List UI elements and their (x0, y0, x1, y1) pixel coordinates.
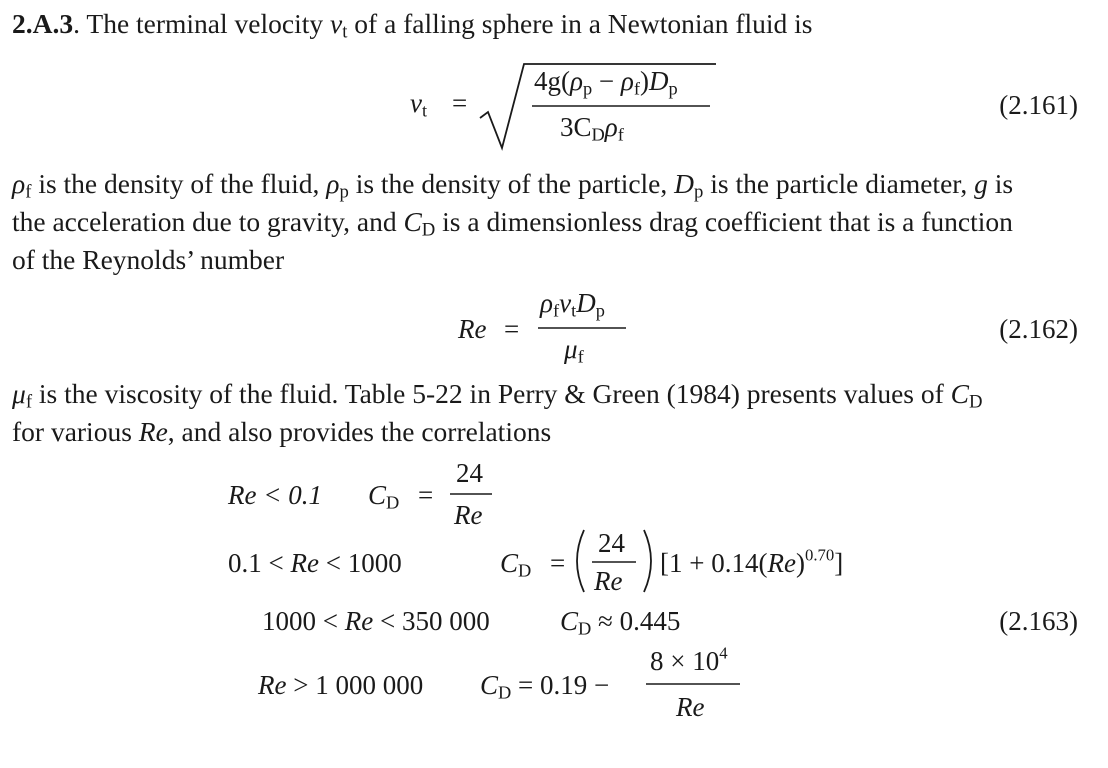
fraction-bar-icon (646, 682, 742, 686)
problem-number: 2.A.3 (12, 8, 74, 39)
paragraph-2-line-2: for various Re, and also provides the correlations (12, 416, 552, 447)
problem-statement: 2.A.3. The terminal velocity $v_t$ of a falling sphere in a Newtonian fluid is (12, 8, 813, 43)
fraction-bar-icon (450, 492, 494, 496)
equation-number-2-161: (2.161) (999, 90, 1078, 120)
equation-number-2-163: (2.163) (999, 606, 1078, 636)
eq-2-162-denominator: $\mu_f$ (564, 334, 584, 367)
paragraph-1-line-2: the acceleration due to gravity, and $C_D$ is a dimensionless drag coefficient that is a function (12, 206, 1013, 241)
paragraph-1-line-3: of the Reynolds’ number (12, 244, 285, 275)
paragraph-1-line-1: $\rho_f$ is the density of the fluid, $\rho_p$ is the density of the particle, $D_p$ is the particle diameter, g is (12, 168, 1014, 203)
eq-2-161-numerator: $4g(\rho_p - \rho_f)D_p$ (534, 66, 678, 99)
textbook-page: 2.A.3. The terminal velocity $v_t$ of a falling sphere in a Newtonian fluid is $v_t$ = $4g(\rho_p - \rho_f)D_p$ $3C_D\rho_f$ (2.161) $\rho_f$ is the density of the fluid, $\rho_p$ is the density of the particle, $D_p$ is the particle diameter, g is the acceleration due to gravity, and $C_D$ is a dimensionless drag coefficient that is a function of the Reynolds’ number Re = $\rho_fv_tD_p$ $\mu_f$ (2.162) $\mu_f$ is the viscosity of the fluid. Table 5-22 in Perry & Green (1984) presents values of $C_D$ for various Re, and also provides the correlations Re < 0.1 $C_D$ = 24 Re 0.1 < Re < 1000 $C_D$ = 24 Re $[1 + 0.14(Re)^{0.70}]$ 1000 < Re < 350 000 $C_D \approx 0.445$ (2.163) Re > 1 000 000 $C_D = 0.19$ − $8 \times 10^4$ Re (12, 8, 1078, 722)
eq-2-162-numerator: $\rho_fv_tD_p$ (540, 288, 605, 321)
equation-number-2-162: (2.162) (999, 314, 1078, 344)
eq-2-161-denominator: $3C_D\rho_f$ (560, 112, 624, 145)
paragraph-2-line-1: $\mu_f$ is the viscosity of the fluid. Table 5-22 in Perry & Green (1984) presents values of $C_D$ (12, 378, 983, 413)
fraction-bar-icon (538, 326, 628, 330)
